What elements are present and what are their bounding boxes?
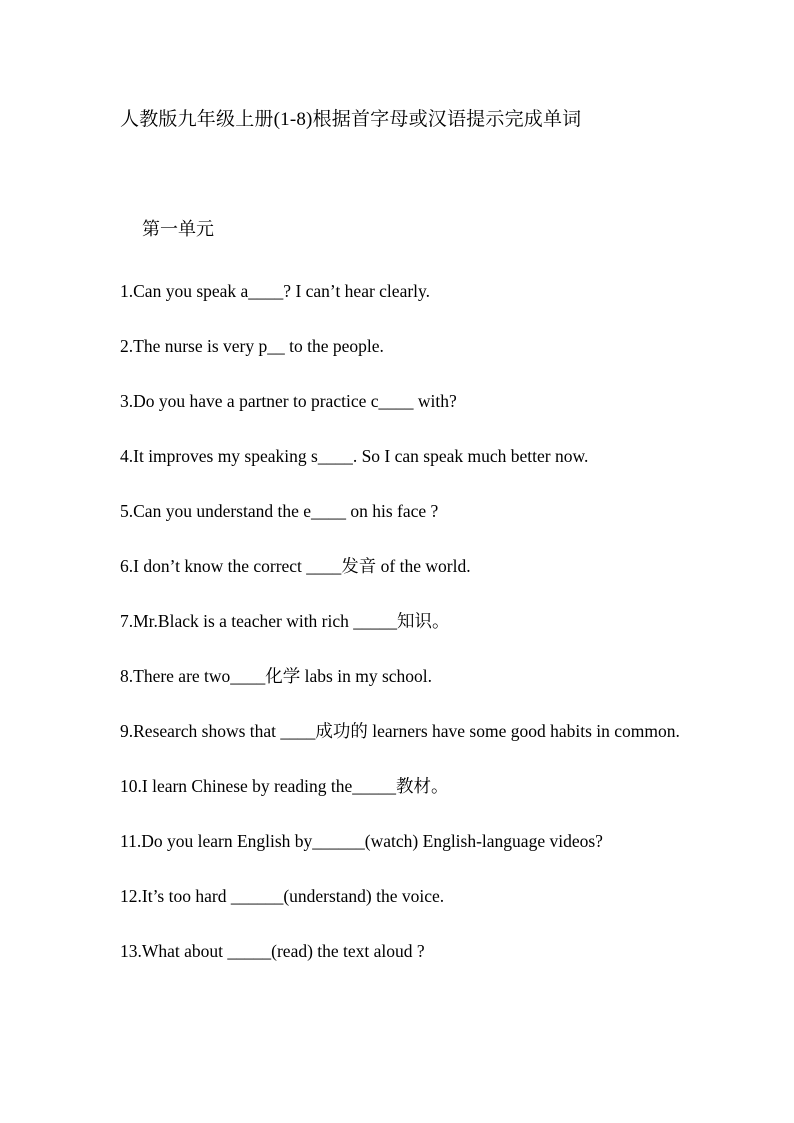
unit-heading: 第一单元 [142,219,214,239]
question-7: 7.Mr.Black is a teacher with rich _____知识。 [120,611,450,631]
question-3: 3.Do you have a partner to practice c____ with? [120,391,457,411]
question-5: 5.Can you understand the e____ on his face ? [120,501,439,521]
question-2: 2.The nurse is very p__ to the people. [120,336,384,356]
question-9: 9.Research shows that ____成功的 learners have some good habits in common. [120,721,680,741]
question-list [120,270,680,985]
question-1: 1.Can you speak a____? I can’t hear clearly. [120,281,431,301]
question-13: 13.What about _____(read) the text aloud ? [120,941,425,961]
question-10: 10.I learn Chinese by reading the_____教材。 [120,776,449,796]
document-title: 人教版九年级上册(1-8)根据首字母或汉语提示完成单词 [120,109,582,130]
question-12: 12.It’s too hard ______(understand) the voice. [120,886,445,906]
question-11: 11.Do you learn English by______(watch) English-language videos? [120,831,603,851]
question-8: 8.There are two____化学 labs in my school. [120,666,433,686]
question-6: 6.I don’t know the correct ____发音 of the world. [120,556,471,576]
question-4: 4.It improves my speaking s____. So I can speak much better now. [120,446,589,466]
